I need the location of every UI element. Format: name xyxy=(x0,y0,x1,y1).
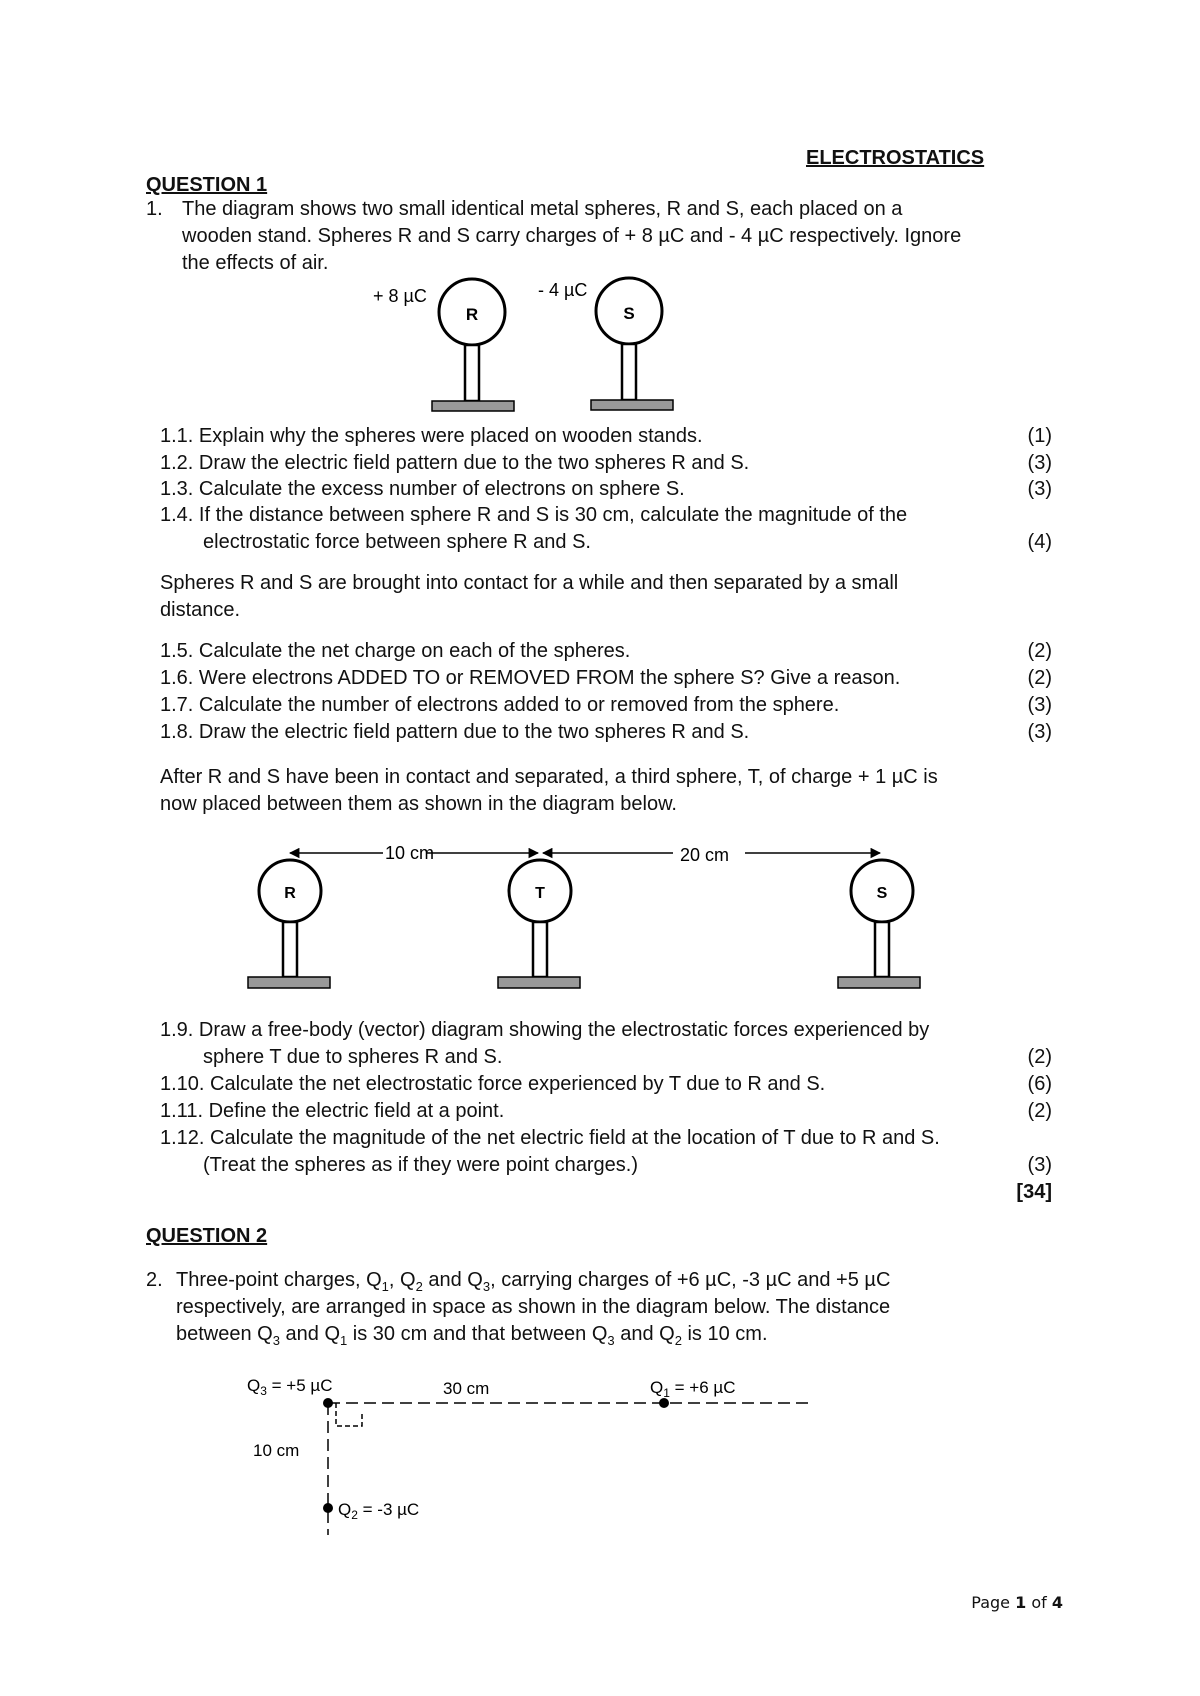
page-footer xyxy=(971,1593,1063,1612)
item-text: Define the electric field at a point. xyxy=(208,1100,505,1122)
charge-q3-point xyxy=(323,1398,333,1408)
item-number: 1.4. xyxy=(160,504,194,526)
sphere-s-charge: - 4 µC xyxy=(538,280,588,300)
question-2-number: 2. xyxy=(146,1269,163,1291)
of-word: of xyxy=(1031,1593,1047,1612)
intro-line: The diagram shows two small identical metal spheres, R and S, each placed on a xyxy=(182,198,903,220)
item-number: 1.7. xyxy=(160,694,194,716)
sphere-r-label: R xyxy=(465,305,479,324)
distance-label-r-t: 10 cm xyxy=(385,843,435,863)
paragraph-line: now placed between them as shown in the diagram below. xyxy=(160,793,677,815)
item-text: Calculate the magnitude of the net electric field at the location of T due to R and S. xyxy=(210,1127,940,1149)
sphere-t-label: T xyxy=(535,885,545,902)
item-number: 1.1. xyxy=(160,425,194,447)
total-pages: 4 xyxy=(1051,1593,1063,1612)
mark: (3) xyxy=(1027,694,1052,716)
page-word: Page xyxy=(971,1593,1011,1612)
question-1-total: [34] xyxy=(1016,1181,1052,1203)
intro-line-3: between $Q_3$ and $Q_1$ is 30 cm and that between $Q_3$ and $Q_2$ is 10 cm. xyxy=(176,1323,768,1348)
question-1-4-continued: electrostatic force between sphere R and S. xyxy=(203,531,591,553)
question-1-12-continued: (Treat the spheres as if they were point charges.) xyxy=(203,1154,639,1176)
item-text: Calculate the number of electrons added to or removed from the sphere. xyxy=(198,694,840,716)
mark: (2) xyxy=(1027,667,1052,689)
mark: (2) xyxy=(1027,1100,1052,1122)
paragraph-line: After R and S have been in contact and separated, a third sphere, T, of charge + 1 µC is xyxy=(160,766,938,788)
charge-q2-label: $Q_2 = -3$ µC xyxy=(338,1500,420,1522)
intro-line: wooden stand. Spheres R and S carry charges of + 8 µC and - 4 µC respectively. Ignore xyxy=(182,225,962,247)
item-text: If the distance between sphere R and S is 30 cm, calculate the magnitude of the xyxy=(198,504,908,526)
item-text: Draw a free-body (vector) diagram showing the electrostatic forces experienced by xyxy=(198,1019,930,1041)
item-number: 1.8. xyxy=(160,721,194,743)
charge-q2-point xyxy=(323,1503,333,1513)
mark: (4) xyxy=(1027,531,1052,553)
intro-line-1: Three-point charges, $Q_1$, $Q_2$ and $Q_3$, carrying charges of +6 µC, -3 µC and +5 µC xyxy=(176,1269,891,1294)
mark: (6) xyxy=(1027,1073,1052,1095)
item-text: Calculate the net charge on each of the spheres. xyxy=(198,640,631,662)
sphere-s-label: S xyxy=(876,885,888,902)
item-number: 1.9. xyxy=(160,1019,194,1041)
distance-label-t-s: 20 cm xyxy=(680,845,730,865)
mark: (3) xyxy=(1027,478,1052,500)
intro-line-2: respectively, are arranged in space as shown in the diagram below. The distance xyxy=(176,1296,891,1318)
charge-q3-label: $Q_3 = +5$ µC xyxy=(247,1376,333,1398)
question-1-heading: QUESTION 1 xyxy=(146,174,268,196)
sphere-r-label: R xyxy=(284,885,296,902)
item-number: 1.6. xyxy=(160,667,194,689)
intro-line: the effects of air. xyxy=(182,252,329,274)
item-number: 1.11. xyxy=(160,1100,203,1122)
paragraph-line: distance. xyxy=(160,599,241,621)
item-number: 1.10. xyxy=(160,1073,205,1095)
mark: (2) xyxy=(1027,1046,1052,1068)
item-text: Calculate the excess number of electrons on sphere S. xyxy=(198,478,685,500)
item-text: Draw the electric field pattern due to the two spheres R and S. xyxy=(198,721,750,743)
sphere-s-label: S xyxy=(623,304,635,323)
item-number: 1.2. xyxy=(160,452,194,474)
page-number: 1 xyxy=(1015,1593,1027,1612)
right-angle-mark xyxy=(336,1403,362,1426)
mark: (2) xyxy=(1027,640,1052,662)
mark: (3) xyxy=(1027,1154,1052,1176)
item-number: 1.5. xyxy=(160,640,194,662)
mark: (1) xyxy=(1027,425,1052,447)
sphere-r-charge: + 8 µC xyxy=(373,286,427,306)
mark: (3) xyxy=(1027,721,1052,743)
item-text: Calculate the net electrostatic force experienced by T due to R and S. xyxy=(210,1073,826,1095)
item-text: Explain why the spheres were placed on wooden stands. xyxy=(198,425,703,447)
item-number: 1.3. xyxy=(160,478,194,500)
mark: (3) xyxy=(1027,452,1052,474)
paragraph-line: Spheres R and S are brought into contact for a while and then separated by a small xyxy=(160,572,899,594)
distance-label-q3-q2: 10 cm xyxy=(253,1441,300,1460)
distance-label-q3-q1: 30 cm xyxy=(443,1379,490,1398)
item-number: 1.12. xyxy=(160,1127,205,1149)
question-2-heading: QUESTION 2 xyxy=(146,1225,268,1247)
charge-q1-label: $Q_1 = +6$ µC xyxy=(650,1378,736,1400)
item-text: Draw the electric field pattern due to the two spheres R and S. xyxy=(198,452,750,474)
question-1-number: 1. xyxy=(146,198,163,220)
question-1-9-continued: sphere T due to spheres R and S. xyxy=(203,1046,503,1068)
document-title: ELECTROSTATICS xyxy=(806,147,985,169)
item-text: Were electrons ADDED TO or REMOVED FROM the sphere S? Give a reason. xyxy=(198,667,901,689)
